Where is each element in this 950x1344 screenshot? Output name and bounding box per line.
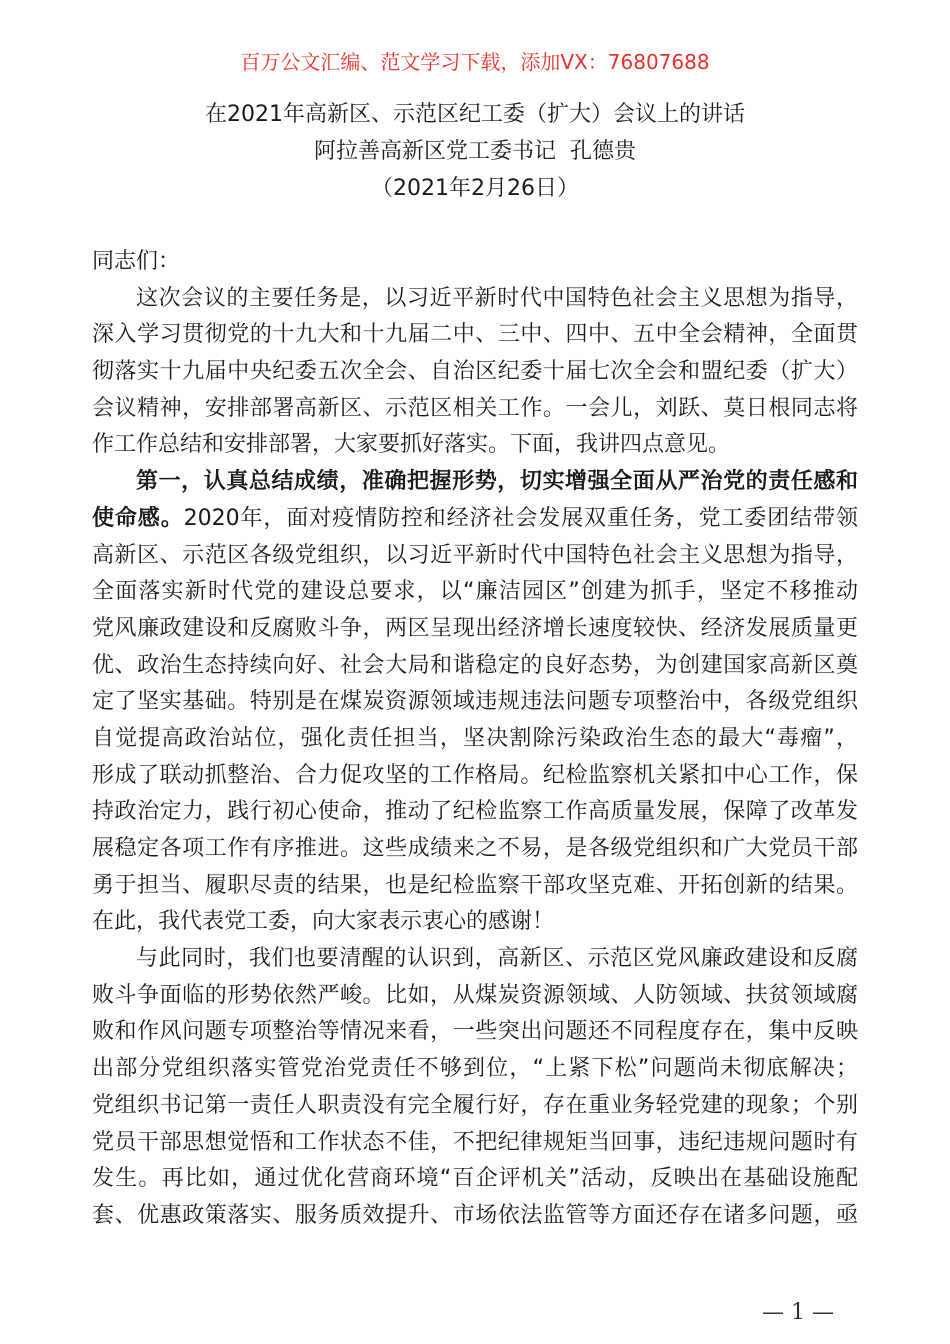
bold-heading-text: 第一，认真总结成绩，准确把握形势，切实增强全面从严治党的责任感和: [136, 469, 858, 495]
body-text: 会议精神，安排部署高新区、示范区相关工作。一会儿，刘跃、莫日根同志将: [92, 395, 858, 421]
paragraph-2-line: [92, 794, 858, 831]
body-text: 这次会议的主要任务是，以习近平新时代中国特色社会主义思想为指导，: [136, 285, 858, 311]
body-text: 2020年，面对疫情防控和经济社会发展双重任务，党工委团结带领: [183, 505, 858, 531]
body-text: 作工作总结和安排部署，大家要抓好落实。下面，我讲四点意见。: [92, 432, 731, 458]
speaker-line: 阿拉善高新区党工委书记 孔德贵: [314, 139, 636, 164]
body-text: 全面落实新时代党的建设总要求，以“廉洁园区”创建为抓手，坚定不移推动: [92, 579, 858, 605]
paragraph-1-line: [92, 427, 858, 464]
paragraph-3-line: [92, 1088, 858, 1125]
paragraph-3-line: [92, 1014, 858, 1051]
paragraph-2-line: [92, 611, 858, 648]
speech-date: （2021年2月26日）: [371, 176, 579, 201]
body-text: 同志们：: [92, 249, 181, 274]
body-text: 党员干部思想觉悟和工作状态不佳，不把纪律规矩当回事，违纪违规问题时有: [92, 1129, 858, 1155]
paragraph-2-line: [92, 721, 858, 758]
body-text: 败斗争面临的形势依然严峻。比如，从煤炭资源领域、人防领域、扶贫领域腐: [92, 982, 858, 1008]
body-text: 出部分党组织落实管党治党责任不够到位，“上紧下松”问题尚未彻底解决；: [92, 1056, 858, 1082]
body-text: 党风廉政建设和反腐败斗争，两区呈现出经济增长速度较快、经济发展质量更: [92, 615, 858, 641]
paragraph-3-line: [92, 978, 858, 1015]
paragraph-1-line: [92, 354, 858, 391]
paragraph-2-line: [92, 501, 858, 538]
paragraph-2-line: [92, 868, 858, 905]
body-text: 败和作风问题专项整治等情况来看，一些突出问题还不同程度存在，集中反映: [92, 1019, 858, 1045]
body-text: 定了坚实基础。特别是在煤炭资源领域违规违法问题专项整治中，各级党组织: [92, 689, 858, 715]
body-text: 勇于担当、履职尽责的结果，也是纪检监察干部攻坚克难、开拓创新的结果。: [92, 872, 858, 898]
paragraph-2-line: [92, 831, 858, 868]
body-text: 与此同时，我们也要清醒的认识到，高新区、示范区党风廉政建设和反腐: [136, 946, 858, 972]
paragraph-2-line: [92, 648, 858, 685]
paragraph-1-line: [92, 281, 858, 318]
body-text: 优、政治生态持续向好、社会大局和谐稳定的良好态势，为创建国家高新区奠: [92, 652, 858, 678]
body-text: 自觉提高政治站位，强化责任担当，坚决割除污染政治生态的最大“毒瘤”，: [92, 725, 858, 751]
document-body: [92, 244, 858, 1235]
paragraph-2-line: [92, 464, 858, 501]
body-text: 深入学习贯彻党的十九大和十九届二中、三中、四中、五中全会精神，全面贯: [92, 322, 858, 348]
paragraph-1-line: [92, 317, 858, 354]
paragraph-3-line: [92, 1161, 858, 1198]
paragraph-1-line: [92, 391, 858, 428]
bold-heading-text: 使命感。: [92, 505, 184, 531]
paragraph-3-line: [92, 1125, 858, 1162]
paragraph-2-line: [92, 538, 858, 575]
page-number: — 1 —: [762, 1300, 834, 1325]
paragraph-2-line: [92, 684, 858, 721]
body-text: 发生。再比如，通过优化营商环境“百企评机关”活动，反映出在基础设施配: [92, 1166, 858, 1192]
body-text: 持政治定力，践行初心使命，推动了纪检监察工作高质量发展，保障了改革发: [92, 799, 858, 825]
paragraph-3-line: [92, 1198, 858, 1235]
body-text: 套、优惠政策落实、服务质效提升、市场依法监管等方面还存在诸多问题，亟: [92, 1202, 858, 1228]
paragraph-2-line: [92, 574, 858, 611]
paragraph-0-line: [92, 244, 858, 281]
body-text: 彻落实十九届中央纪委五次全会、自治区纪委十届七次全会和盟纪委（扩大）: [92, 359, 858, 385]
watermark-banner: 百万公文汇编、范文学习下载，添加VX：76807688: [240, 50, 710, 74]
body-text: 党组织书记第一责任人职责没有完全履行好，存在重业务轻党建的现象；个别: [92, 1092, 858, 1118]
paragraph-2-line: [92, 904, 858, 941]
paragraph-3-line: [92, 1051, 858, 1088]
document-title: 在2021年高新区、示范区纪工委（扩大）会议上的讲话: [205, 102, 745, 127]
body-text: 在此，我代表党工委，向大家表示衷心的感谢！: [92, 909, 555, 935]
body-text: 形成了联动抓整治、合力促攻坚的工作格局。纪检监察机关紧扣中心工作，保: [92, 762, 858, 788]
paragraph-2-line: [92, 758, 858, 795]
body-text: 展稳定各项工作有序推进。这些成绩来之不易，是各级党组织和广大党员干部: [92, 836, 858, 861]
paragraph-3-line: [92, 941, 858, 978]
body-text: 高新区、示范区各级党组织，以习近平新时代中国特色社会主义思想为指导，: [92, 542, 858, 568]
